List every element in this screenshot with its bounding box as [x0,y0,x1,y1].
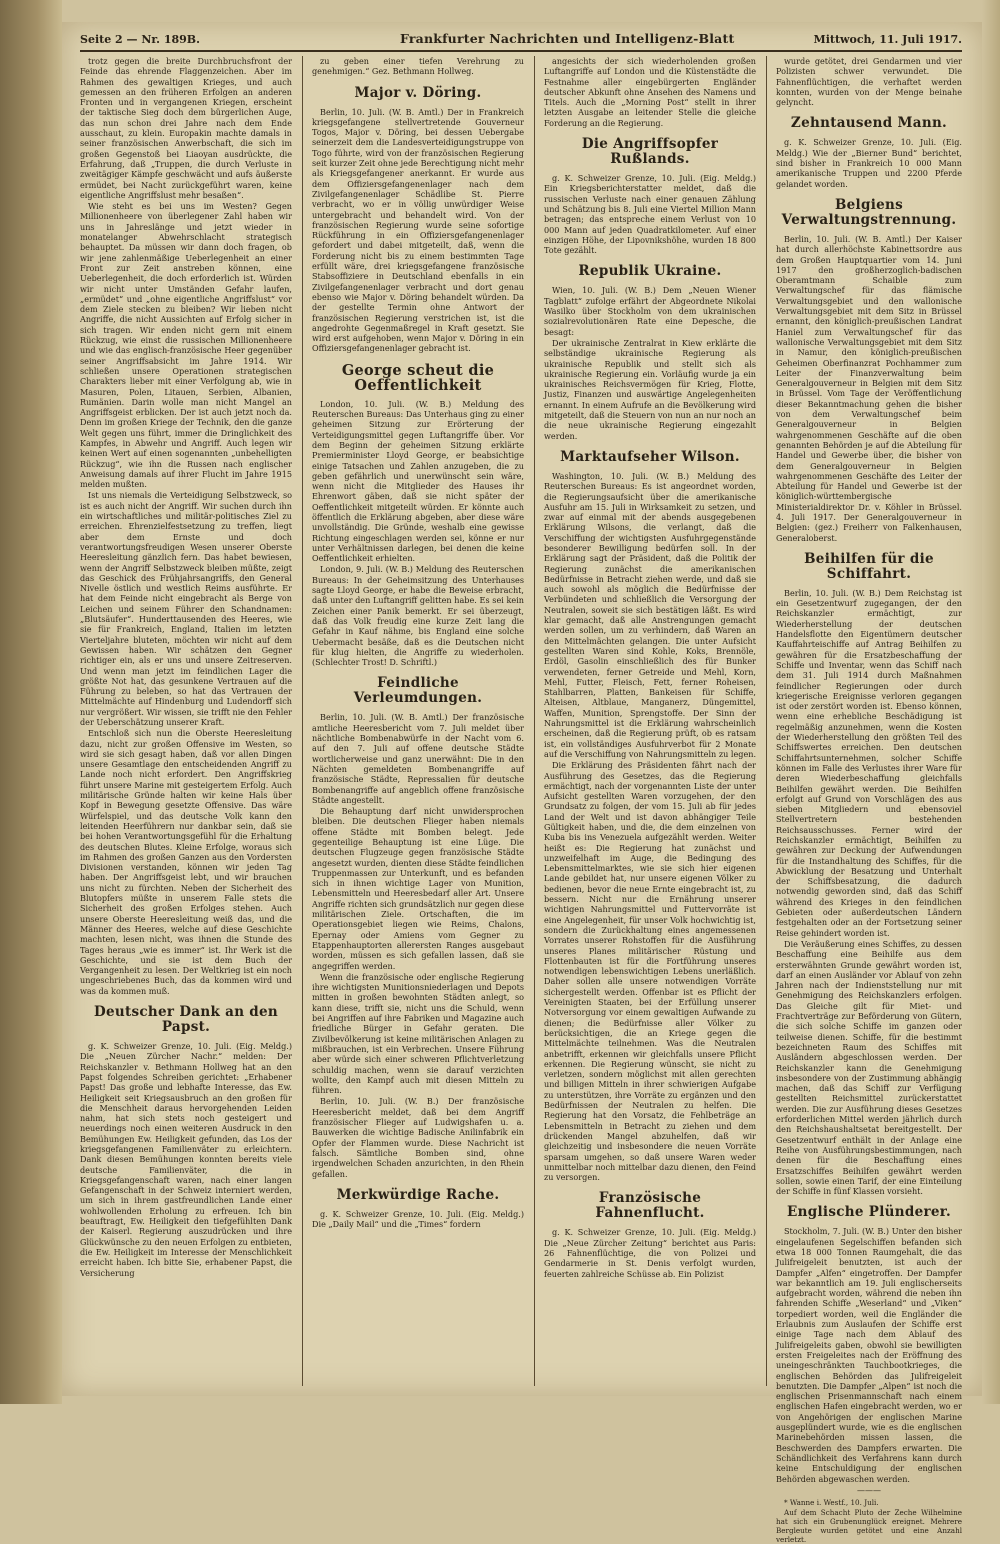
headline-wilson: Marktaufseher Wilson. [560,448,740,465]
headline-pluenderer: Englische Plünderer. [787,1204,951,1221]
article-text: Washington, 10. Juli. (W. B.) Meldung des Reuterschen Bureaus: Es ist angeordnet worden, die Regierungsaufsicht über die amerikanische Ausfuhr am 15. Juli in Wirksamkeit zu setzen, und zwar auf einmal mit der abends ausgegebenen Erklärung Wilsons, die verlangt, daß die Verschiffung der wichtigsten Ausfuhrgegenstände besonderer Bewilligung bedürfen soll. In der Erklärung sagt der Präsident, daß die Politik der Regierung zunächst die amerikanischen Bedürfnisse in Betracht ziehen werde, und daß sie auch sowohl als möglich die Bedürfnisse der Verbündeten und schließlich die Versorgung der Neutralen, soweit sie sich bestätigen läßt. Es wird klar gemacht, daß alle Anstrengungen gemacht werden sollen, um zu verhindern, daß Waren an den Mittelmächten gelangen. Die unter Aufsicht gestellten Waren sind Kohle, Koks, Brennöle, Erdöl, Gasolin einschließlich des für Bunker verwendeten, ferner Getreide und Mehl, Korn, Mehl, Futter, Fleisch, Fett, ferner Roheisen, Stahlbarren, Platten, Bankeisen für Schiffe, Alteisen, Altblaue, Manganerz, Düngemittel, Waffen, Munition, Sprengstoffe. Der Sinn der Nahrungsmittel ist die Erklärung wahrscheinlich erscheinen, daß die Regierung prüft, ob es ratsam ist, ein vollständiges Ausfuhrverbot für 2 Monate auf die Verschiffung von Nahrungsmitteln zu legen. [544,470,757,759]
article-text: Berlin, 10. Juli. (W. B. Amtl.) Der in Frankreich kriegsgefangene stellvertretende Gouverneur Togos, Major v. Döring, bei dessen Uebergabe seinerzeit dem die Landesverteidigungstruppe von Togo führte, wird von der französischen Regierung seit kurzer Zeit ohne jede Berechtigung nicht mehr als Kriegsgefangener anerkannt. Er wurde aus dem Offiziersgefangenenlager nach dem Zivilgefangenenlager Schädlibe St. Pierre verbracht, wo er in völlig unwürdiger Weise untergebracht und behandelt wird. Von der französischen Regierung wurde seine sofortige Rückführung in ein Offiziersgefangenenlager gefordert und dabei mitgeteilt, daß, wenn die Forderung nicht bis zu einem bestimmten Tage erfüllt wäre, drei kriegsgefangene französische Stabsoffiziere in Deutschland ebenfalls in ein Zivilgefangenenlager verbracht und dort genau ebenso wie Major v. Döring behandelt würden. Da der gestellte Termin ohne Antwort der französischen Regierung verstrichen ist, ist die angedrohte Gegenmaßregel in Kraft gesetzt. Sie wird erst aufgehoben, wenn Major v. Döring in ein Offiziersgefangenenlager gebracht ist. [312,106,524,354]
headline-george: George scheut die Oeffentlichkeit [341,361,495,394]
headline-doering: Major v. Döring. [354,84,482,101]
headline-ukraine: Republik Ukraine. [578,263,722,280]
article-text: g. K. Schweizer Grenze, 10. Juli. (Eig. Meldg.) Die „Neuen Zürcher Nachr.“ melden: Der Reichskanzler v. Bethmann Hollweg hat an den Papst folgendes Schreiben gerichtet: „Erhabener Papst! Das große und lebhafte Interesse, das Ew. Heiligkeit seit Kriegsausbruch an den großen für die Menschheit daraus hervorgehenden Leiden nahm, hat sich stets noch gesteigert und neuerdings noch einen weiteren Ausdruck in den Bemühungen Ew. Heiligkeit gefunden, das Los der kriegsgefangenen Familienväter zu erleichtern. Dank diesen Bemühungen konnten bereits viele deutsche Familienväter, die in Kriegsgefangenschaft waren, nach einer langen Gefangenschaft in der Schweiz interniert werden, um sich in ihrem gastfreundlichen Lande einer wohlwollenden Erholung zu erfreuen. Ich bin beauftragt, Ew. Heiligkeit den tiefgefühlten Dank der Kaiserl. Regierung auszudrücken und ihre Glückwünsche zu den neuen Erfolgen zu entbieten, die Ew. Heiligkeit im Interesse der Menschlichkeit erreicht haben. Ich bitte Sie, erhabener Papst, die Versicherung [80,1041,292,1278]
column-3 [544,56,756,1386]
article-text: g. K. Schweizer Grenze, 10. Juli. (Eig. Meldg.) Ein Kriegsberichterstatter meldet, daß die russischen Verluste nach einer genauen Zählung und Schätzung bis 8. Juli eine Viertel Million Mann betragen; das entspreche einem Verlust von 10 000 Mann auf jeden Quadratkilometer. Auf einer einzigen Höhe, der Lipovnikshöhe, wurden 18 800 Tote gezählt. [544,173,756,256]
footnote-heading: * Wanne i. Westf., 10. Juli. [784,1498,879,1508]
article-text: g. K. Schweizer Grenze, 10. Juli. (Eig. Meldg.) Die „Daily Mail“ und die „Times“ fordern [312,1208,524,1230]
column-4 [776,56,962,1544]
article-text: g. K. Schweizer Grenze, 10. Juli. (Eig. Meldg.) Wie der „Bierner Bund“ berichtet, sind bisher in Frankreich 10 000 Mann amerikanische Truppen und 2200 Pferde gelandet worden. [776,137,962,189]
article-text: Wien, 10. Juli. (W. B.) Dem „Neuen Wiener Tagblatt“ zufolge erfährt der Abgeordnete Nikolai Wasilko über Stockholm von dem ukrainischen sozialrevolutionären Rate eine Depesche, die besagt: [544,285,756,337]
next-page-edge [982,0,1000,1404]
article-text: Die Behauptung darf nicht unwidersprochen bleiben. Die deutschen Flieger haben niemals offene Städte mit Bomben belegt. Jede gegenteilige Behauptung ist eine Lüge. Die deutschen Flugzeuge gegen französische Städte angesetzt wurden, dienten diese Städte feindlichen Truppenmassen zur Unterkunft, und es befanden sich in ihnen wichtige Lager von Munition, Lebensmitteln und Heeresbedarf aller Art. Unsere Angriffe richten sich grundsätzlich nur gegen diese militärischen Ziele. Ortschaften, die im Operationsgebiet liegen wie Reims, Chalons, Epernay oder Amiens vom Gegner zu Etappenhauptorten allerersten Ranges ausgebaut worden, müssen es sich gefallen lassen, daß sie angegriffen werden. [312,806,524,971]
article-text: wurde getötet, drei Gendarmen und vier Polizisten schwer verwundet. Die Fahnenflüchtigen, die verhaftet werden konnten, wurden von der Menge beinahe gelyncht. [776,56,962,108]
column-rule [766,56,767,1386]
headline-fahnenflucht: Französische Fahnenflucht. [595,1190,705,1222]
article-text: Entschloß sich nun die Oberste Heeresleitung dazu, nicht zur großen Offensive im Westen, so wird sie sich gesagt haben, daß vor allen Dingen unsere Gesamtlage den entscheidenden Angriff zu Lande noch nicht erfordert. Den Angriffskrieg führt unsere Marine mit gesteigertem Erfolg. Auch militärische Gründe halten wir keine Hals über Kopf in Bewegung gesetzte Offensive. Das wäre Würfelspiel, und das deutsche Volk kann den leitenden Heerführern nur dankbar sein, daß sie bei hohen Verantwortungsgefühl für die Erhaltung des deutschen Blutes. Kleine Erfolge, woraus sich im Rahmen des großen Ganzen aus den Vordersten Divisionen verstanden, können wir jeden Tag haben. Der Angriffsgeist lebt, und wir brauchen uns nicht zu fürchten. Neben der Sicherheit des Blutopfers müßte in unserem Falle stets die Sicherheit des großen Erfolges stehen. Auch unsere Oberste Heeresleitung weiß das, und die Männer des Heeres, welche auf diese Geschichte machten, lesen nicht, was ihnen die Stunde des Tages heraus „wie es immer“ ist. Ihr Werk ist die Geschichte, und sie ist dem Buch der Vergangenheit zu lesen. Der Weltkrieg ist ein noch ungeschriebenes Buch, das da kommen wird und was da kommen muß. [80,728,292,996]
column-1 [80,56,292,1386]
article-text: Die Erklärung des Präsidenten fährt nach der Ausführung des Gesetzes, das die Regierung ermächtigt, nach der vorgenannten Liste der unter Aufsicht gestellten Waren vorzugehen, der den Grundsatz zu folgen, der vom 15. Juli ab für jedes Land der Welt und ist davon abhängiger Teile Gültigkeit haben, und die, die dem einzelnen von Kuba bis ins Venezuela aufgezählt werden. Weiter heißt es: Die Regierung hat zunächst und unzweifelhaft im Auge, die Bedingung des Lebensmittelmarktes, wie sie sich hier eigenen Lande gebildet hat, nur unsere eigenen Völker zu bedienen, bevor die neue Ernte eingebracht ist, zu bessern. Nicht nur die Ernährung unserer wichtigen Nahrungsmittel und Futtervorräte ist eine Angelegenheit, für unser Volk hochwichtig ist, sondern die Zurückhaltung eines angemessenen Vorrates unserer Rohstoffen für die Ausführung unseres Planes militärischer Rüstung und Flottenbauten ist für die Fortführung unseres notwendigen lebenswichtigen Lebens unerläßlich. Daher sollen alle unsere notwendigen Vorräte sichergestellt werden. Offenbar ist es Pflicht der Vereinigten Staaten, bei der Erfüllung unserer Notversorgung vor einem gewaltigen Aufwande zu dienen; die Bedürfnisse aller Völker zu berücksichtigen, die an Kriege gegen die Mittelmächte teilnehmen. Was die Neutralen anbetrifft, erkennen wir gleichfalls unsere Pflicht erkennen. Die Regierung wünscht, sie nicht zu verletzen, sondern möglichst mit allen gerechten und billigen Mitteln in ihrer schwierigen Aufgabe zu unterstützen, ihre Vorräte zu ergänzen und den Bedürfnissen der Neutralen zu helfen. Die Regierung hat den Vorsatz, die Fehlbeträge an Lebensmitteln in Betracht zu ziehen und dem drückenden Mangel abzuhelfen, daß wir gleichzeitig und insbesondere die neuen Vorräte sparsam umgehen, so daß unsere Waren weder unmittelbar noch mittelbar dazu dienen, den Feind zu versorgen. [544,760,756,1183]
article-text: London, 10. Juli. (W. B.) Meldung des Reuterschen Bureaus: Das Unterhaus ging zu einer geheimen Sitzung zur Erörterung der Verteidigungsmittel gegen Luftangriffe über. Vor dem Beginn der geheimen Sitzung erklärte Premierminister Lloyd George, er beabsichtige einige Tatsachen und Zahlen anzugeben, die zu geben gefährlich und unerwünscht sein wäre, wenn nicht die Mitglieder des Hauses ihr Ehrenwort gäben, daß sie nicht später der Oeffentlichkeit mitgeteilt würden. Er könnte auch öffentlich die Erklärung abgeben, aber diese wäre unvollständig. Die Gründe, weshalb eine gewisse Richtung eingeschlagen werden sei, könne er nur unter Verhältnissen darlegen, bei denen die keine Oeffentlichkeit erhielten. [312,398,524,564]
book-spine [0,0,62,1404]
headline-angriffsopfer: Die Angriffsopfer Rußlands. [581,136,719,168]
headline-verleumdungen: Feindliche Verleumdungen. [353,675,483,707]
article-text: Ist uns niemals die Verteidigung Selbstzweck, so ist es auch nicht der Angriff. Wir suchen durch ihn ein wirtschaftliches und militär-politisches Ziel zu erreichen. Ehrenzielfestsetzung zu treffen, liegt aber dem Ernste und doch verantwortungsfreudigen Wesen unserer Oberste Heeresleitung gänzlich fern. Das habet bewiesen, wenn der Angriff Selbstzweck bleiben müßte, zeigt das Geschick des Frühjahrsangriffs, den General Nivelle östlich und westlich Reims ausführte. Er hat dem Feinde nicht eingebracht als Berge von Leichen und seinem Führer den Schandnamen: „Blutsäufer“. Hunderttausenden des Heeres, wie sie für Frankreich, England, Italien im letzten Vierteljahre bluteten, möchten wir nicht auf dem Gewissen haben. Wir schätzen den Gegner richtiger ein, als er uns und unsere Zeitreserven. Und wenn man jetzt im feindlichen Lager die größte Not hat, das gesunkene Vertrauen auf die Führung zu beleben, so hat das Vertrauen der Mittelmächte auf Hindenburg und Ludendorff sich nur vergrößert. Wir wissen, sie trifft nie den Fehler der Ueberschätzung unserer Kraft. [80,490,292,727]
headline-papst: Deutscher Dank an den Papst. [93,1004,279,1036]
article-text: trotz gegen die breite Durchbruchsfront der Feinde das ehrende Flaggenzeichen. Aber im Rahmen des gewaltigen Krieges, und auch gemessen an den früheren Erfolgen an anderen Fronten und in vergangenen Kriegen, erscheint der taktische Sieg doch dem bürgerlichen Auge, das nun schon drei Jahre nach dem Ende ausschaut, zu klein. Europakin machte damals in seiner französischen Anwerbschaft, die sich im großen Gegenstoß bei Liaoyan ausdrückte, die Erfahrung, daß „Truppen, die durch Verluste in zweitägiger Kämpfe geschwächt und aufs äußerste ermüdet, bei Nacht zurückgeführt waren, keine eigentliche Angriffslust mehr besaßen“. [80,56,292,200]
article-text: Berlin, 10. Juli. (W. B.) Der französische Heeresbericht meldet, daß bei dem Angriff französischer Flieger auf Ludwigshafen u. a. Bauwerken die wichtige Badische Anilinfabrik ein Opfer der Flammen wurde. Diese Nachricht ist falsch. Sämtliche Bomben sind, ohne irgendwelchen Schaden anzurichten, in den Rhein gefallen. [312,1096,524,1179]
article-text: Berlin, 10. Juli. (W. B.) Dem Reichstag ist ein Gesetzentwurf zugegangen, der den Reichskanzler ermächtigt, zur Wiederherstellung der deutschen Handelsflotte den Eigentümern deutscher Kauffahrteischiffe auf Antrag Beihilfen zu gewähren für die Ersatzbeschaffung der Schiffe und Inventar, wenn das Schiff nach dem 31. Juli 1914 durch Maßnahmen feindlicher Regierungen oder durch kriegerische Ereignisse verloren gegangen ist oder zerstört worden ist. Ebenso können, wenn eine erhebliche Beschädigung ist regelmäßig anzunehmen, wenn die Kosten der Wiederherstellung den größten Teil des Schiffswertes erreichen. Den deutschen Schiffahrtsunternehmen, solcher Schiffe können im Falle des Verlustes ihrer Ware für deren Wiederbeschaffung gleichfalls Beihilfen gewährt werden. Die Beihilfen erfolgt auf Grund von Vorschlägen des aus sieben Mitgliedern und ebensoviel Stellvertretern bestehenden Reichsausschusses. Ferner wird der Reichskanzler ermächtigt, Beihilfen zu gewähren zur Deckung der Aufwendungen für die Instandhaltung des Schiffes, für die Abwicklung der Besatzung und Unterhalt der Schiffsbesatzung, die dadurch notwendig geworden sind, daß das Schiff während des Krieges in den feindlichen Gebieten oder außerdeutschen Ländern festgehalten oder an der Fortsetzung seiner Reise gehindert worden ist. [776,587,962,938]
article-text: Wenn die französische oder englische Regierung ihre wichtigsten Munitionsniederlagen und Depots mitten in großen bewohnten Städten anlegt, so kann diese, trifft sie, nicht uns die Schuld, wenn bei Angriffen auf ihre Fabriken und Magazine auch friedliche Bürger in Gefahr geraten. Die Zivilbevölkerung ist keine militärischen Anlagen zu mißbrauchen, ist ein Verbrechen. Unsere Führung aber würde sich einer schweren Pflichtverletzung schuldig machen, wenn sie darauf verzichten wollte, den Kampf auch mit diesen Mitteln zu führen. [312,971,524,1096]
article-text: angesichts der sich wiederholenden großen Luftangriffe auf London und die Küstenstädte die Festnahme aller eingebürgerten Engländer deutscher Abkunft ohne Ansehen des Namens und Titels. Auch die „Morning Post“ stellt in ihrer letzten Ausgabe an leitender Stelle die gleiche Forderung an die Regierung. [544,56,756,128]
headline-schiffahrt: Beihilfen für die Schiffahrt. [804,550,934,582]
article-text: Stockholm, 7. Juli. (W. B.) Unter den bisher eingelaufenen Segelschiffen befanden sich etwa 18 000 Tonnen Raumgehalt, die das Julifreigeleit benutzten, ist auch der Dampfer „Alfen“ eingetroffen. Der Dampfer war bekanntlich am 19. Juli englischerseits aufgebracht worden, während die neben ihn fahrenden Schiffe „Weserland“ und „Viken“ torpediert worden, weil die Engländer die Erlaubnis zum Auslaufen der Schiffe erst einige Tage nach dem Ablauf des Julifreigeleits gaben, obwohl sie bewilligten ersten Freigeleites nach der Eröffnung des uneingeschränkten Tauchbootkrieges, die englischen Behörden das Julifreigeleit benutzten. Die Dampfer „Alpen“ ist noch die englischen Prisenmannschaft nach einem englischen Hafen eingebracht werden, wo er von Angehörigen der englischen Marine ausgeplündert wurde, wie es die englischen Marinebehörden missen lassen, die Beschwerden des Dampfers erwarten. Die Schändlichkeit des Verfahrens kann durch keine Entschuldigung der englischen Behörden abgewaschen werden. [776,1226,962,1484]
page-header [80,30,962,52]
headline-zehntausend: Zehntausend Mann. [790,115,948,132]
column-2 [312,56,524,1386]
separator: ——— [857,1485,881,1495]
headline-belgien: Belgiens Verwaltungstrennung. [781,196,957,228]
article-text: Wie steht es bei uns im Westen? Gegen Millionenheere von überlegener Zahl haben wir uns in Jahreslänge und jetzt wieder in monatelanger Abwehrschlacht strategisch behauptet. Da müssen wir dann doch fragen, ob wir jene zahlenmäßige Ueberlegenheit an einer Front zur Zeit anstreben können, eine Ueberlegenheit, die doch erforderlich ist. Würden wir nicht unter Umständen Gefahr laufen, „ermüdet“ und „ohne eigentliche Angriffslust“ vor dem Ziele stecken zu bleiben? Wir lieben nicht Angriffe, die nicht Aussichten auf Erfolg sicher in sich tragen. Wir enden nicht gern mit einem Rückzug, wie einst die russischen Millionenheere und wie das englisch-französische Heer gegenüber seiner Angriffsabsicht im Jahre 1914. Wir schließen unsere Operationen strategischen Charakters lieber mit einer Verfolgung ab, wie in Masuren, Polen, Litauen, Serbien, Albanien, Rumänien. Darin wolle man nicht Mangel an Angriffsgeist erblicken. Der ist auch jetzt noch da. Denn im großen Kriege der Technik, den die ganze Welt gegen uns führt, immer die Dringlichkeit des Kampfes, in Abwehr und Angriff. Auch legen wir keinen Wert auf einen sogenannten „unbehelligten Rückzug“, wie ihn die Russen nach englischer Anweisung damals auf ihrer Flucht im Jahre 1915 melden mußten. [80,201,292,490]
article-text: Die Veräußerung eines Schiffes, zu dessen Beschaffung eine Beihilfe aus dem ersterwähnten Grunde gewährt worden ist, darf an einen Ausländer vor Ablauf von zehn Jahren nach der Indienststellung nur mit Genehmigung des Reichskanzlers erfolgen. Das Gleiche gilt für Miet- und Frachtverträge zur Beförderung von Gütern, die sich solche Schiffe im ganzen oder teilweise dienen. Schiffe, für die bestimmt bezeichneten Raum des Schiffes mit Ausländern abgeschlossen werden. Der Reichskanzler kann die Genehmigung insbesondere von der Zustimmung abhängig machen, daß das Schiff zur Verfügung gestellten Reichsmittel zurückerstattet werden. Die zur Ausführung dieses Gesetzes erforderlichen Mittel werden jährlich durch den Reichshaushaltsetat bereitgestellt. Der Gesetzentwurf enthält in der Anlage eine Reihe von Ausführungsbestimmungen, nach denen für die Beschaffung eines Ersatzschiffes Beihilfen gewährt werden sollen, sowie einen Tarif, der eine Einteilung der Schiffe in fünf Klassen vorsieht. [776,938,962,1197]
headline-rache: Merkwürdige Rache. [336,1186,500,1203]
column-rule [302,56,303,1386]
columns [80,56,962,1544]
article-text: London, 9. Juli. (W. B.) Meldung des Reuterschen Bureaus: In der Geheimsitzung des Unterhauses sagte Lloyd George, er habe die Beweise erbracht, daß unter den Luftangriff gelitten habe. Es sei kein Zeichen einer Panik bemerkt. Er sei überzeugt, daß das Volk freudig eine kurze Zeit lang die Gefahr in Kauf nähme, bis England eine solche Uebermacht besäße, daß es die Deutschen nicht für klug hielten, die Angriffe zu wiederholen. (Schlechter Trost! D. Schriftl.) [312,564,524,668]
article-text: Berlin, 10. Juli. (W. B. Amtl.) Der französische amtliche Heeresbericht vom 7. Juli meldet über nächtliche Bombenabwürfe in der Nacht vom 6. auf den 7. Juli auf offene deutsche Städte wortlicherweise und ganz unerwähnt: Die in den Nächten gemeldeten Bombenangriffe auf französische Städte, Repressalien für deutsche Bombenangriffe auf angeblich offene französische Städte angestellt. [312,712,524,805]
article-text: zu geben einer tiefen Verehrung zu genehmigen.“ Gez. Bethmann Hollweg. [312,56,524,77]
footnote-text: Auf dem Schacht Pluto der Zeche Wilhelmine hat sich ein Grubenunglück ereignet. Mehrere Bergleute wurden getötet und eine Anzahl verletzt. [776,1508,962,1544]
newspaper-page [62,22,982,1544]
article-text: Der ukrainische Zentralrat in Kiew erklärte die selbständige ukrainische Regierung als ukrainische Republik und stellt sich als ukrainische Regierung ein. Vorläufig wurde ja ein ukrainisches Reichsvermögen für Krieg, Flotte, Justiz, Finanzen und auswärtige Angelegenheiten ernannt. In einem Aufrufe an die Bevölkerung wird mitgeteilt, daß die Steuern von nun an nur noch an die neue ukrainische Regierung eingezahlt werden. [544,337,756,441]
issue-date: Mittwoch, 11. Juli 1917. [813,33,962,46]
article-text: Berlin, 10. Juli. (W. B. Amtl.) Der Kaiser hat durch allerhöchste Kabinettsordre aus dem Großen Hauptquartier vom 14. Juni 1917 den großherzoglich-badischen Oberamtmann Schaible zum Verwaltungschef für das flämische Verwaltungsgebiet und den wallonische Verwaltungsgebiet mit dem Sitz in Brüssel ernannt, den königlich-preußischen Landrat Haniel zum Verwaltungschef für das wallonische Verwaltungsgebiet mit dem Sitz in Namur, den königlich-preußischen Geheimen Oberfinanzrat Pochhammer zum Leiter der Finanzverwaltung beim Generalgouverneur in Belgien mit dem Sitz in Brüssel. Vom Tage der Veröffentlichung dieser Bekanntmachung gehen die bisher von dem Verwaltungschef beim Generalgouverneur in Belgien wahrgenommenen Geschäfte auf die oben genannten Behörden je auf die Abteilung für Handel und Gewerbe über, die bisher von dem Generalgouverneur in Belgien wahrgenommenen Geschäfte des Leiter der Abteilung für Handel und Gewerbe ist der königlich-württembergische Ministerialdirektor Dr. v. Köhler in Brüssel. 4. Juli 1917. Der Generalgouverneur in Belgien: (gez.) Freiherr von Falkenhausen, Generaloberst. [776,233,962,543]
article-text: g. K. Schweizer Grenze, 10. Juli. (Eig. Meldg.) Die „Neue Zürcher Zeitung“ berichtet aus Paris: 26 Fahnenflüchtige, die von Polizei und Gendarmerie in St. Denis verfolgt wurden, feuerten zahlreiche Schüsse ab. Ein Polizist [544,1227,756,1279]
column-rule [534,56,535,1386]
page-number: Seite 2 — Nr. 189B. [80,33,200,46]
newspaper-title: Frankfurter Nachrichten und Intelligenz-Blatt [400,31,735,46]
